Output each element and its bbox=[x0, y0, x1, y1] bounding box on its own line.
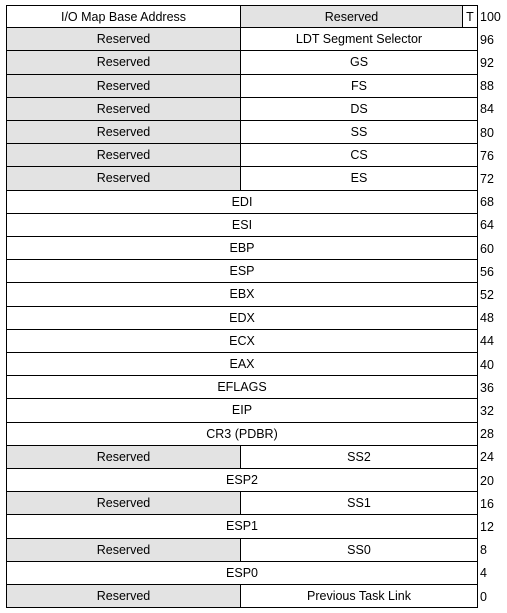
ebx-field: EBX bbox=[6, 282, 478, 306]
byte-offset-label: 100 bbox=[480, 9, 501, 24]
byte-offset-label: 52 bbox=[480, 287, 494, 302]
tss-row bbox=[6, 214, 507, 237]
tss-row bbox=[6, 585, 507, 608]
byte-offset-label: 8 bbox=[480, 543, 487, 558]
cs-field: CS bbox=[240, 143, 478, 167]
tss-row bbox=[6, 376, 507, 399]
ebp-field: EBP bbox=[6, 236, 478, 260]
tss-row bbox=[6, 260, 507, 283]
tss-row bbox=[6, 144, 507, 167]
byte-offset-label: 24 bbox=[480, 450, 494, 465]
tss-row bbox=[6, 469, 507, 492]
esp2-field: ESP2 bbox=[6, 468, 478, 492]
reserved-field: Reserved bbox=[6, 445, 241, 469]
reserved-field: Reserved bbox=[240, 5, 463, 28]
tss-row bbox=[6, 330, 507, 353]
tss-row bbox=[6, 191, 507, 214]
ds-field: DS bbox=[240, 97, 478, 121]
tss-row bbox=[6, 75, 507, 98]
byte-offset-label: 4 bbox=[480, 566, 487, 581]
byte-offset-label: 72 bbox=[480, 171, 494, 186]
tss-row bbox=[6, 28, 507, 51]
reserved-field: Reserved bbox=[6, 538, 241, 562]
tss-row bbox=[6, 283, 507, 306]
tss-row bbox=[6, 492, 507, 515]
byte-offset-label: 16 bbox=[480, 496, 494, 511]
tss-row bbox=[6, 539, 507, 562]
cr3-pdbr-field: CR3 (PDBR) bbox=[6, 422, 478, 446]
tss-row bbox=[6, 307, 507, 330]
reserved-field: Reserved bbox=[6, 584, 241, 608]
byte-offset-label: 40 bbox=[480, 357, 494, 372]
tss-row bbox=[6, 446, 507, 469]
fs-field: FS bbox=[240, 74, 478, 98]
eax-field: EAX bbox=[6, 352, 478, 376]
byte-offset-label: 12 bbox=[480, 519, 494, 534]
byte-offset-label: 64 bbox=[480, 218, 494, 233]
byte-offset-label: 28 bbox=[480, 427, 494, 442]
byte-offset-label: 80 bbox=[480, 125, 494, 140]
reserved-field: Reserved bbox=[6, 97, 241, 121]
byte-offset-label: 60 bbox=[480, 241, 494, 256]
edi-field: EDI bbox=[6, 190, 478, 214]
tss-row bbox=[6, 423, 507, 446]
ss2-field: SS2 bbox=[240, 445, 478, 469]
eflags-field: EFLAGS bbox=[6, 375, 478, 399]
byte-offset-label: 96 bbox=[480, 32, 494, 47]
edx-field: EDX bbox=[6, 306, 478, 330]
ss1-field: SS1 bbox=[240, 491, 478, 515]
byte-offset-label: 84 bbox=[480, 102, 494, 117]
reserved-field: Reserved bbox=[6, 50, 241, 74]
t-debug-trap-flag: T bbox=[462, 5, 478, 28]
byte-offset-label: 48 bbox=[480, 311, 494, 326]
tss-row bbox=[6, 353, 507, 376]
byte-offset-label: 92 bbox=[480, 55, 494, 70]
previous-task-link-field: Previous Task Link bbox=[240, 584, 478, 608]
tss-row bbox=[6, 237, 507, 260]
byte-offset-label: 32 bbox=[480, 403, 494, 418]
byte-offset-label: 56 bbox=[480, 264, 494, 279]
reserved-field: Reserved bbox=[6, 74, 241, 98]
tss-row bbox=[6, 98, 507, 121]
byte-offset-label: 88 bbox=[480, 79, 494, 94]
tss-layout-diagram bbox=[6, 5, 507, 608]
reserved-field: Reserved bbox=[6, 491, 241, 515]
ss-field: SS bbox=[240, 120, 478, 144]
reserved-field: Reserved bbox=[6, 27, 241, 51]
ss0-field: SS0 bbox=[240, 538, 478, 562]
ecx-field: ECX bbox=[6, 329, 478, 353]
tss-row bbox=[6, 51, 507, 74]
tss-row bbox=[6, 399, 507, 422]
byte-offset-label: 68 bbox=[480, 195, 494, 210]
tss-row bbox=[6, 121, 507, 144]
esp0-field: ESP0 bbox=[6, 561, 478, 585]
tss-row bbox=[6, 167, 507, 190]
es-field: ES bbox=[240, 166, 478, 190]
eip-field: EIP bbox=[6, 398, 478, 422]
byte-offset-label: 76 bbox=[480, 148, 494, 163]
reserved-field: Reserved bbox=[6, 166, 241, 190]
tss-row bbox=[6, 515, 507, 538]
tss-row bbox=[6, 562, 507, 585]
tss-row bbox=[6, 5, 507, 28]
ldt-segment-selector-field: LDT Segment Selector bbox=[240, 27, 478, 51]
esi-field: ESI bbox=[6, 213, 478, 237]
esp-field: ESP bbox=[6, 259, 478, 283]
byte-offset-label: 36 bbox=[480, 380, 494, 395]
reserved-field: Reserved bbox=[6, 120, 241, 144]
byte-offset-label: 0 bbox=[480, 589, 487, 604]
byte-offset-label: 44 bbox=[480, 334, 494, 349]
gs-field: GS bbox=[240, 50, 478, 74]
byte-offset-label: 20 bbox=[480, 473, 494, 488]
io-map-base-address-field: I/O Map Base Address bbox=[6, 5, 241, 28]
reserved-field: Reserved bbox=[6, 143, 241, 167]
esp1-field: ESP1 bbox=[6, 514, 478, 538]
